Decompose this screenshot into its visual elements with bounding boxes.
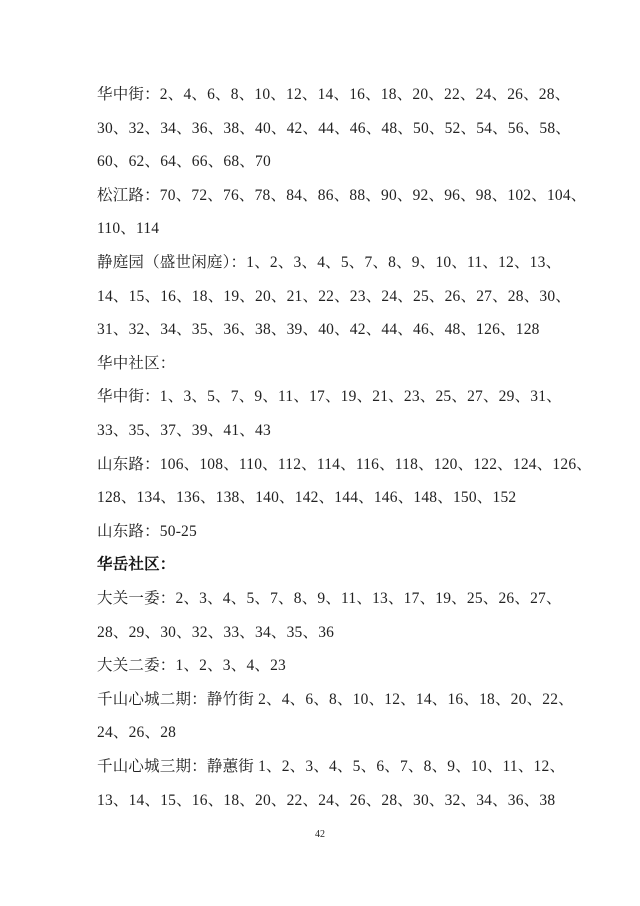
text-line: 13、14、15、16、18、20、22、24、26、28、30、32、34、36、38: [97, 791, 556, 809]
text-line: 山东路：50-25: [97, 522, 197, 540]
text-line: 华中街：2、4、6、8、10、12、14、16、18、20、22、24、26、28、: [97, 86, 571, 103]
text-line: 31、32、34、35、36、38、39、40、42、44、46、48、126、128: [97, 321, 540, 339]
text-line: 33、35、37、39、41、43: [97, 422, 271, 439]
page-number: 42: [315, 829, 325, 840]
text-line: 千山心城三期：静蕙街 1、2、3、4、5、6、7、8、9、10、11、12、: [97, 758, 566, 775]
section-heading: 华岳社区：: [97, 556, 176, 574]
text-line: 60、62、64、66、68、70: [97, 153, 271, 171]
text-line: 静庭园（盛世闲庭）：1、2、3、4、5、7、8、9、10、11、12、13、: [97, 254, 562, 271]
text-line: 大关一委：2、3、4、5、7、8、9、11、13、17、19、25、26、27、: [97, 590, 562, 607]
text-line: 松江路：70、72、76、78、84、86、88、90、92、96、98、102、104、: [97, 186, 587, 204]
text-line: 28、29、30、32、33、34、35、36: [97, 623, 335, 641]
text-line: 大关二委：1、2、3、4、23: [97, 657, 287, 675]
text-line: 24、26、28: [97, 724, 177, 742]
text-line: 14、15、16、18、19、20、21、22、23、24、25、26、27、28、30、: [97, 287, 572, 305]
text-line: 山东路：106、108、110、112、114、116、118、120、122、124、126、: [97, 455, 592, 473]
text-line: 华中街：1、3、5、7、9、11、17、19、21、23、25、27、29、31、: [97, 388, 562, 406]
text-line: 千山心城二期：静竹街 2、4、6、8、10、12、14、16、18、20、22、: [97, 690, 574, 708]
text-line: 128、134、136、138、140、142、144、146、148、150、152: [97, 489, 517, 507]
text-line: 110、114: [97, 220, 160, 238]
text-line: 华中社区：: [97, 354, 176, 372]
text-line: 30、32、34、36、38、40、42、44、46、48、50、52、54、56、58、: [97, 119, 572, 137]
